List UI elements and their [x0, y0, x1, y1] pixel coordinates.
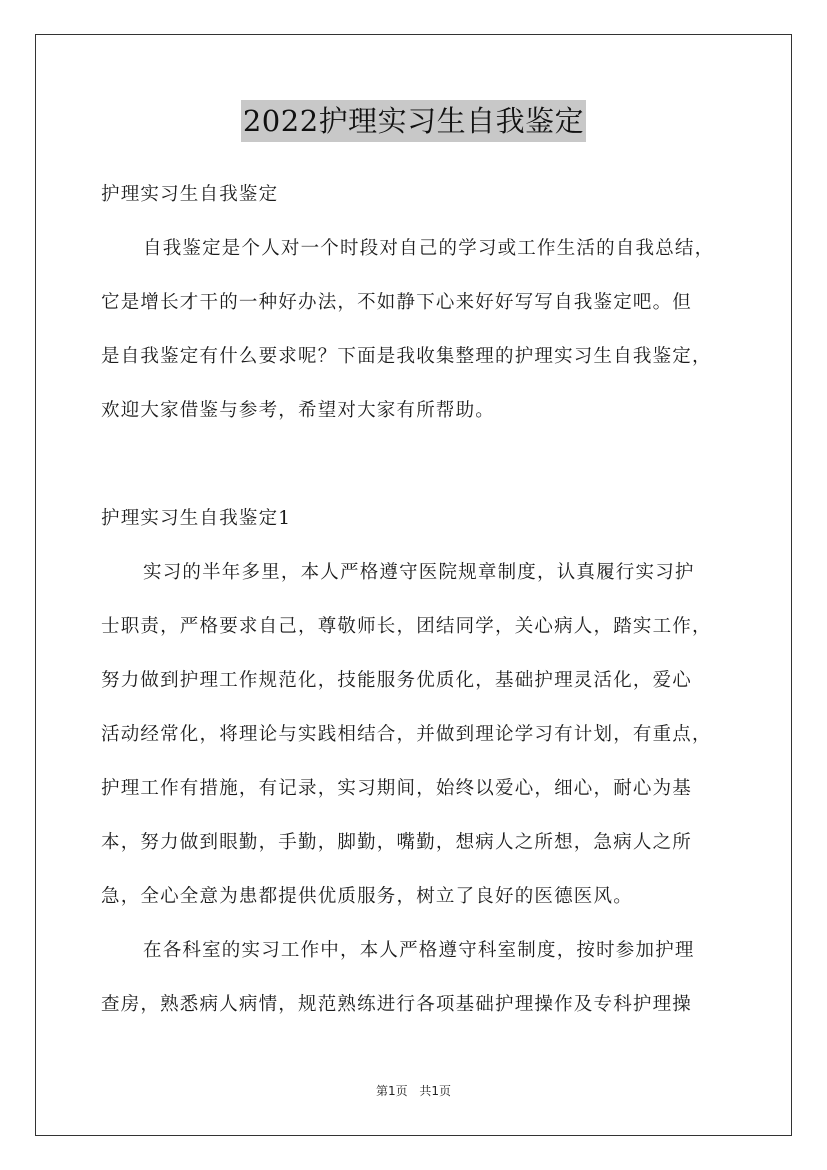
intro-line: 是自我鉴定有什么要求呢？下面是我收集整理的护理实习生自我鉴定，: [101, 346, 712, 367]
document-body: [101, 168, 741, 1032]
section1-para2-line: 在各科室的实习工作中，本人严格遵守科室制度，按时参加护理: [143, 940, 695, 961]
section1-para1-line: 护理工作有措施，有记录，实习期间，始终以爱心，细心，耐心为基: [101, 778, 693, 799]
intro-line: 它是增长才干的一种好办法，不如静下心来好好写写自我鉴定吧。但: [101, 292, 693, 313]
page-total: 共1页: [419, 1084, 452, 1098]
section1-heading: 护理实习生自我鉴定1: [101, 508, 292, 529]
page-number: 第1页: [375, 1084, 408, 1098]
section1-para1-line: 活动经常化，将理论与实践相结合，并做到理论学习有计划，有重点，: [101, 724, 712, 745]
section1-para1-line: 本，努力做到眼勤，手勤，脚勤，嘴勤，想病人之所想，急病人之所: [101, 832, 693, 853]
intro-line: 自我鉴定是个人对一个时段对自己的学习或工作生活的自我总结，: [143, 238, 715, 259]
page-footer: [0, 1082, 827, 1099]
section1-para1-line: 士职责，严格要求自己，尊敬师长，团结同学，关心病人，踏实工作，: [101, 616, 712, 637]
section1-para1-line: 实习的半年多里，本人严格遵守医院规章制度，认真履行实习护: [143, 562, 695, 583]
intro-heading: 护理实习生自我鉴定: [101, 184, 279, 205]
section1-para1-line: 努力做到护理工作规范化，技能服务优质化，基础护理灵活化，爱心: [101, 670, 693, 691]
document-title: 2022护理实习生自我鉴定: [241, 100, 586, 142]
title-container: [0, 100, 827, 142]
paragraph-gap: [101, 438, 741, 492]
section1-para1-line: 急，全心全意为患都提供优质服务，树立了良好的医德医风。: [101, 886, 633, 907]
intro-line: 欢迎大家借鉴与参考，希望对大家有所帮助。: [101, 400, 496, 421]
section1-para2-line: 查房，熟悉病人病情，规范熟练进行各项基础护理操作及专科护理操: [101, 994, 693, 1015]
